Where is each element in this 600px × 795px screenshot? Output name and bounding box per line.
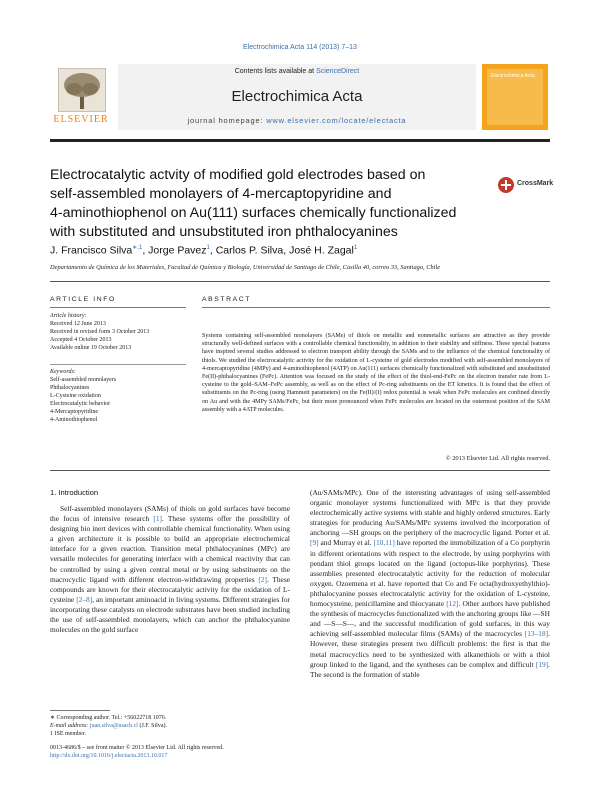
section-rule <box>50 281 550 282</box>
keyword: Phthalocyanines <box>50 385 90 391</box>
copyright: © 2013 Elsevier Ltd. All rights reserved. <box>445 455 550 462</box>
history-item: Available online 19 October 2013 <box>50 345 132 351</box>
email-label: E-mail address: <box>50 723 90 729</box>
author-mark[interactable]: 1 <box>353 245 358 251</box>
keyword: L-Cysteine oxidation <box>50 393 101 399</box>
author-name[interactable]: Jorge Pavez <box>148 244 207 257</box>
body-column-right <box>310 488 550 680</box>
author-mark[interactable]: 1 <box>206 245 210 251</box>
body-rule <box>50 470 550 471</box>
article-info-heading: ARTICLE INFO <box>50 296 116 303</box>
tree-logo-icon <box>58 68 106 112</box>
cover-title: Electrochimica Acta <box>491 73 535 79</box>
body-text: . Other authors have published the synthesis of macrocycles functionalized with the anchoring groups like —SH and —S—S—, and the successful modification of gold surfaces, in this way achieving self-assembled molecular films (SAMs) of the macrocycles <box>310 599 550 639</box>
journal-cover <box>482 64 548 130</box>
corresponding-author-note: ∗ Corresponding author. Tel.: +56022718 1076. <box>50 715 167 721</box>
crossmark-label: CrossMark <box>517 180 554 187</box>
citation-link[interactable]: [2–8] <box>76 594 93 604</box>
contents-prefix: Contents lists available at <box>234 68 317 75</box>
author-name[interactable]: Carlos P. Silva <box>215 244 284 257</box>
body-text: . The second is the formation of stable <box>310 659 550 679</box>
keywords <box>50 368 190 424</box>
keyword: 4-Aminothiophenol <box>50 417 98 423</box>
body-text: have reported the immobilization of a Co porphyrin in different orientations with respect to the electrode, by using porphyrins with pendant thiol groups located on the ligand (octopus-like porphyrins). These assemblies presented electrocatalytic activity for the reduction of molecular oxygen. Ozoemena et al. have reported that Co and Fe octa(hydroxyethylthio)-phthalocyanine posses electrocatalytic activity for the oxidation of L-cysteine, homocysteine, penicillamine and thiocyanate <box>310 538 550 609</box>
body-text: , an important aminoacid in living systems. Different strategies for incorporating these catalysts on electrode substrates have been studied including the use of self-assembled monolayers, which can anchor the phthalocyanine molecules on the gold surface <box>50 594 290 635</box>
keyword: 4-Mercaptopyridine <box>50 409 98 415</box>
issn-block <box>50 744 350 760</box>
journal-homepage <box>118 116 476 125</box>
article-info-rule <box>50 307 186 308</box>
body-text: Self-assembled monolayers (SAMs) of thiols on gold surfaces have become the focus of intensive research <box>50 504 290 524</box>
body-text: (Au/SAMs/MPc). One of the interesting advantages of using self-assembled organic monolayer systems functionalized with MPc is that they provide electrochemically active systems with stable and highly ordered structures. Early strategies for producing Au/SAMs/MPc systems involved the incorporation of anchoring —SH groups on the periphery of the macrocyclic ligand. Porter et al. <box>310 488 550 538</box>
crossmark-badge[interactable] <box>498 176 554 196</box>
abstract-rule <box>202 307 550 308</box>
cover-panel <box>487 69 543 125</box>
journal-title: Electrochimica Acta <box>231 88 363 105</box>
title-line: Electrocatalytic actvity of modified gold electrodes based on <box>50 167 426 183</box>
homepage-link[interactable]: www.elsevier.com/locate/electacta <box>266 116 407 125</box>
abstract-heading: ABSTRACT <box>202 296 252 303</box>
author-mark[interactable]: ∗,1 <box>132 245 143 251</box>
citation-link[interactable]: [1] <box>153 514 162 524</box>
keyword: Electrocatalytic behavior <box>50 401 111 407</box>
history-item: Received in revised form 3 October 2013 <box>50 329 150 335</box>
email-note <box>50 722 290 730</box>
issn-line: 0013-4686/$ – see front matter © 2013 Elsevier Ltd. All rights reserved. <box>50 745 224 751</box>
email-link[interactable]: juan.silva@usach.cl <box>89 723 138 729</box>
abstract-text: Systems containing self-assembled monolayers (SAMs) of thiols on metallic and nonmetallic surfaces are attractive as they provide structurally well-defined surfaces with a controllable chemical functionality, in addition to their stability and stiffness. These special features have inspired several studies addressed to electron transport ability through the SAMs and to the influence of the chemical functionality of thiols. We studied the electrocatalytic activity for the oxidation of L-cysteine of gold electrodes modified with self-assembled monolayers of 4-mercaptopyridine (4MPy) and 4-aminothiophenol (4ATP) on Au(111) surfaces chemically functionalized with substituted and unsubstituted Fe(II)-phthalocyanines (FePc). Attention was focused on the study of the effect of the thiol-end-FePc on the electron transfer rate from L-cysteine to the gold–SAM–FePc assembly, as well as on the effect of Pc-ring substituents on the ET kinetics. It is found that the effect of substituents on the Pc-ring (using Hammett parameters) on the Fe(II)/(I) redox potential is weak when FePc molecules are confined directly on Au and with the 4MPy SAMs/FePc, but their more pronounced when FePc molecules are located on the outermost position of the SAM assembly with a 4ATP molecules. <box>202 333 550 413</box>
author-list: J. Francisco Silva$^{∗,1}$, Jorge Pavez$^1$, Carlos P. Silva, José H. Zagal$^1$ <box>50 244 358 257</box>
author-name[interactable]: José H. Zagal <box>289 244 354 257</box>
homepage-prefix: journal homepage: <box>187 116 267 125</box>
journal-header <box>118 64 476 130</box>
crossmark-icon <box>498 177 514 193</box>
citation-link[interactable]: [10,11] <box>373 538 395 548</box>
introduction-heading: 1. Introduction <box>50 488 99 497</box>
doi-link[interactable]: http://dx.doi.org/10.1016/j.electacta.2013.10.017 <box>50 753 168 759</box>
title-line: with substituted and unsubstituted iron phthalocyanines <box>50 224 398 240</box>
elsevier-logo <box>50 66 112 132</box>
history-label: Article history: <box>50 313 87 319</box>
title-line: 4-aminothiophenol on Au(111) surfaces chemically functionalized <box>50 205 457 221</box>
publisher-name: ELSEVIER <box>53 114 109 125</box>
footnote-rule <box>50 710 110 711</box>
keyword: Self-assembled monolayers <box>50 377 117 383</box>
history-item: Accepted 4 October 2013 <box>50 337 112 343</box>
email-suffix: (J.F. Silva). <box>137 723 167 729</box>
title-line: self-assembled monolayers of 4-mercaptopyridine and <box>50 186 392 202</box>
affiliation: Departamento de Química de los Materiales, Facultad de Química y Biología, Universidad de Santiago de Chile, Casilla 40, correo 33, Santiago, Chile <box>50 264 441 271</box>
article-title <box>50 166 470 242</box>
member-note: 1 ISE member. <box>50 731 86 737</box>
citation-link[interactable]: [9] <box>310 538 319 548</box>
keywords-label: Keywords: <box>50 369 76 375</box>
body-text: and Murray et al. <box>318 538 374 548</box>
article-history <box>50 312 190 352</box>
header-rule <box>50 139 550 142</box>
citation-link[interactable]: [13–18] <box>524 629 549 639</box>
body-text: . These compounds are known for their electrocatalytic activity for the oxidation of L-cysteine <box>50 574 290 604</box>
body-text: . These systems offer the possibility of designing bio inert devices with controllable chemical functionality. When using a given architecture it is possible to build an appropriate electrochemical interface for a given reaction. Transition metal phthalocyanines (MPc) are versatile molecules for generating interface with a chemical reactivity that can be controlled by using a given central metal or by using substituents on the macrocyclic ligand with different electron-withdrawing properties <box>50 514 290 584</box>
body-column-left <box>50 504 290 635</box>
journal-reference[interactable]: Electrochimica Acta 114 (2013) 7–13 <box>243 44 357 51</box>
author-name[interactable]: J. Francisco Silva <box>50 244 133 257</box>
history-rule <box>50 364 186 365</box>
body-text: . However, these strategies present two difficult problems: the first is that the metal macrocyclics need to be synthesized with alkanethiols or with a thiol group linked to the ligand, and the syntheses can be complex and difficult <box>310 629 550 669</box>
sciencedirect-link[interactable]: ScienceDirect <box>316 68 360 75</box>
contents-line <box>118 68 476 75</box>
citation-link[interactable]: [2] <box>258 574 267 584</box>
citation-link[interactable]: [19] <box>535 659 549 669</box>
citation-link[interactable]: [12] <box>446 599 459 609</box>
footnotes <box>50 714 290 738</box>
history-item: Received 12 June 2013 <box>50 321 106 327</box>
